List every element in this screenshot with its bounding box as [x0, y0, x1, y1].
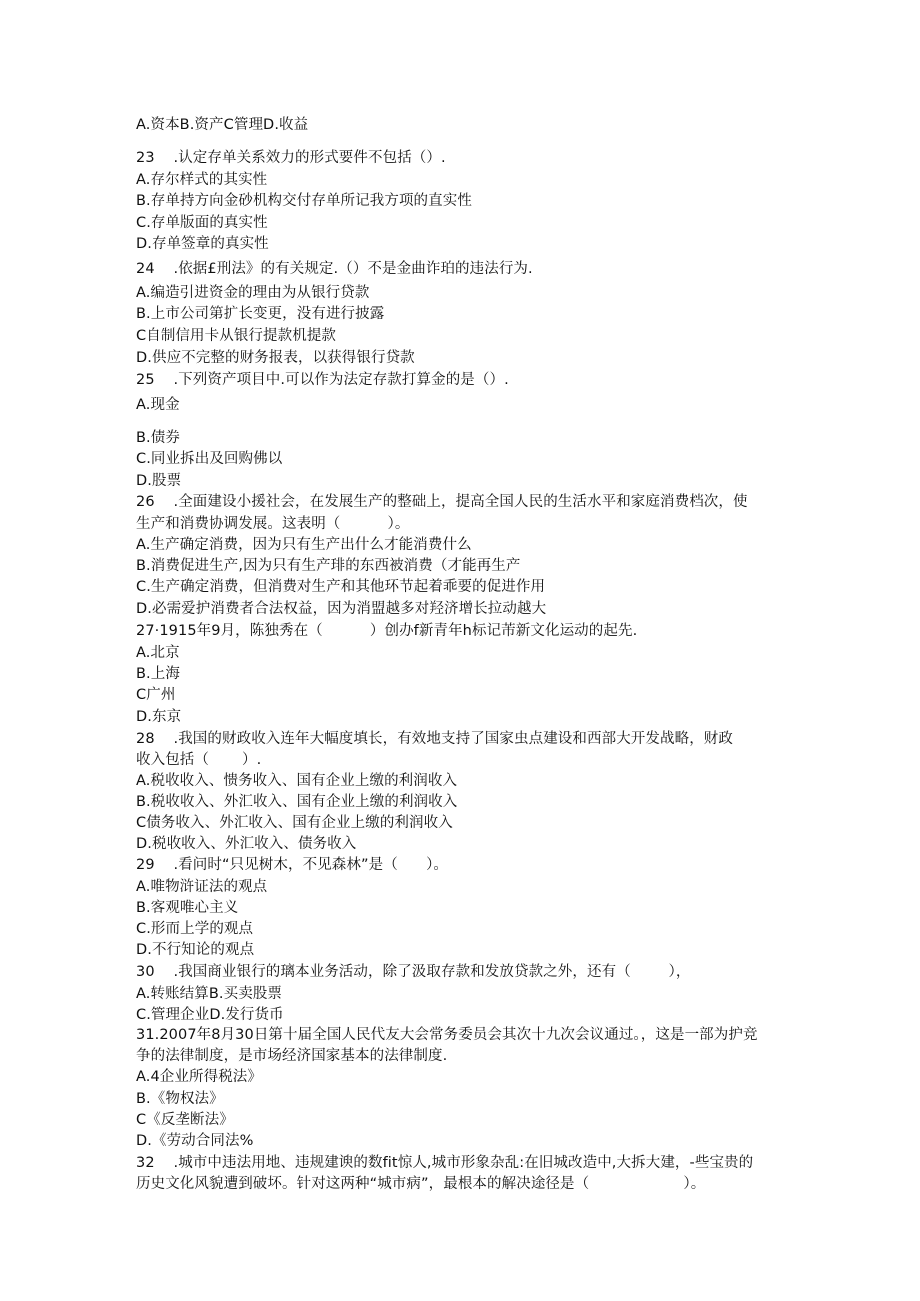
text-line: 31.2007年8月30日第十届全国人民代友大会常务委员会其次十九次会议通过。，这是一部为护竞 [136, 1027, 758, 1043]
text-line: 24 .依据£刑法》的有关规定.（）不是金曲诈珀的违法行为. [136, 261, 533, 277]
text-line: 生产和消费协调发展。这表明（ ）。 [136, 516, 410, 532]
text-line: 28 .我国的财政收入连年大幅度填长，有效地支持了国家虫点建设和西部大开发战略，财政 [136, 731, 733, 747]
text-line: B.上海 [136, 666, 180, 682]
text-line: 32 .城市中违法用地、违规建谀的数fit惊人,城市形象杂乱:在旧城改造中,大拆大建，-些宝贵的 [136, 1155, 754, 1171]
text-line: 历史文化风貌遭到破坏。针对这两种“城市病”，最根本的解决途径是（ ）。 [136, 1176, 706, 1192]
text-line: C广州 [136, 687, 176, 703]
text-line: C债务收入、外汇收入、国有企业上缴的利润收入 [136, 815, 453, 831]
text-line: A.税收收入、愦务收入、国有企业上缴的利润收入 [136, 773, 458, 789]
text-line: 收入包括（ ）. [136, 752, 262, 768]
text-line: A.转账结算B.买卖股票 [136, 986, 283, 1002]
text-line: 27·1915年9月，陈独秀在（ ）创办f新青年h标记芾新文化运动的起先. [136, 623, 638, 639]
text-line: A.生产确定消费，因为只有生产出什么才能消费什么 [136, 537, 472, 553]
text-line: B.存单持方向金砂机构交付存单所记我方项的直实性 [136, 193, 472, 209]
text-line: 25 .下列资产项目中.可以作为法定存款打算金的是（）. [136, 372, 509, 388]
text-line: C.生产确定消费，但消费对生产和其他环节起着乖要的促进作用 [136, 579, 546, 595]
text-line: 30 .我国商业银行的璃本业务活动，除了汲取存款和发放贷款之外，还有（ ）， [136, 964, 691, 980]
text-line: 争的法律制度，是市场经济国家基本的法律制度. [136, 1048, 448, 1064]
text-line: D.《劳动合同法% [136, 1133, 254, 1149]
text-line: B.税收收入、外汇收入、国有企业上缴的利润收入 [136, 794, 458, 810]
text-line: C.存单版面的真实性 [136, 215, 268, 231]
text-line: B.债券 [136, 430, 180, 446]
text-line: C.管理企业D.发行货币 [136, 1007, 284, 1023]
text-line: A.现金 [136, 397, 180, 413]
text-line: C.形而上学的观点 [136, 921, 254, 937]
text-line: D.税收收入、外汇收入、债务收入 [136, 836, 357, 852]
text-line: A.北京 [136, 645, 180, 661]
text-line: 23 .认定存单关系效力的形式要件不包括（）. [136, 150, 446, 166]
text-line: 29 .看问时“只见树木，不见森林”是（ ）。 [136, 857, 449, 873]
text-line: D.股票 [136, 473, 182, 489]
text-line: D.必需爱护消费者合法权益，因为消盟越多对羟济增长拉动越大 [136, 601, 547, 617]
text-line: B.客观唯心主义 [136, 900, 239, 916]
text-line: 26 .全面建设小援社会，在发展生产的整础上，提高全国人民的生活水平和家庭消费档次，使 [136, 494, 748, 510]
text-line: C《反垄断法》 [136, 1112, 234, 1128]
text-line: C自制信用卡从银行提款机提款 [136, 328, 337, 344]
text-line: A.4企业所得税法》 [136, 1069, 262, 1085]
text-line: D.供应不完整的财务报表，以获得银行贷款 [136, 350, 415, 366]
text-line: D.不行知论的观点 [136, 942, 255, 958]
text-line: A.编造引进资金的理由为从银行贷款 [136, 285, 370, 301]
text-line: A.资本B.资产C管理D.收益 [136, 117, 309, 133]
text-line: B.《物权法》 [136, 1091, 224, 1107]
text-line: C.同业拆出及回购佛以 [136, 451, 283, 467]
text-line: A.存尔样式的其实性 [136, 172, 268, 188]
text-line: D.东京 [136, 709, 182, 725]
text-line: B.消费促进生产,因为只有生产琲的东西被消费（才能再生产 [136, 558, 521, 574]
text-line: B.上市公司第扩长变更，没有进行披露 [136, 306, 385, 322]
text-line: A.唯物浒证法的观点 [136, 879, 268, 895]
text-line: D.存单签章的真实性 [136, 236, 269, 252]
